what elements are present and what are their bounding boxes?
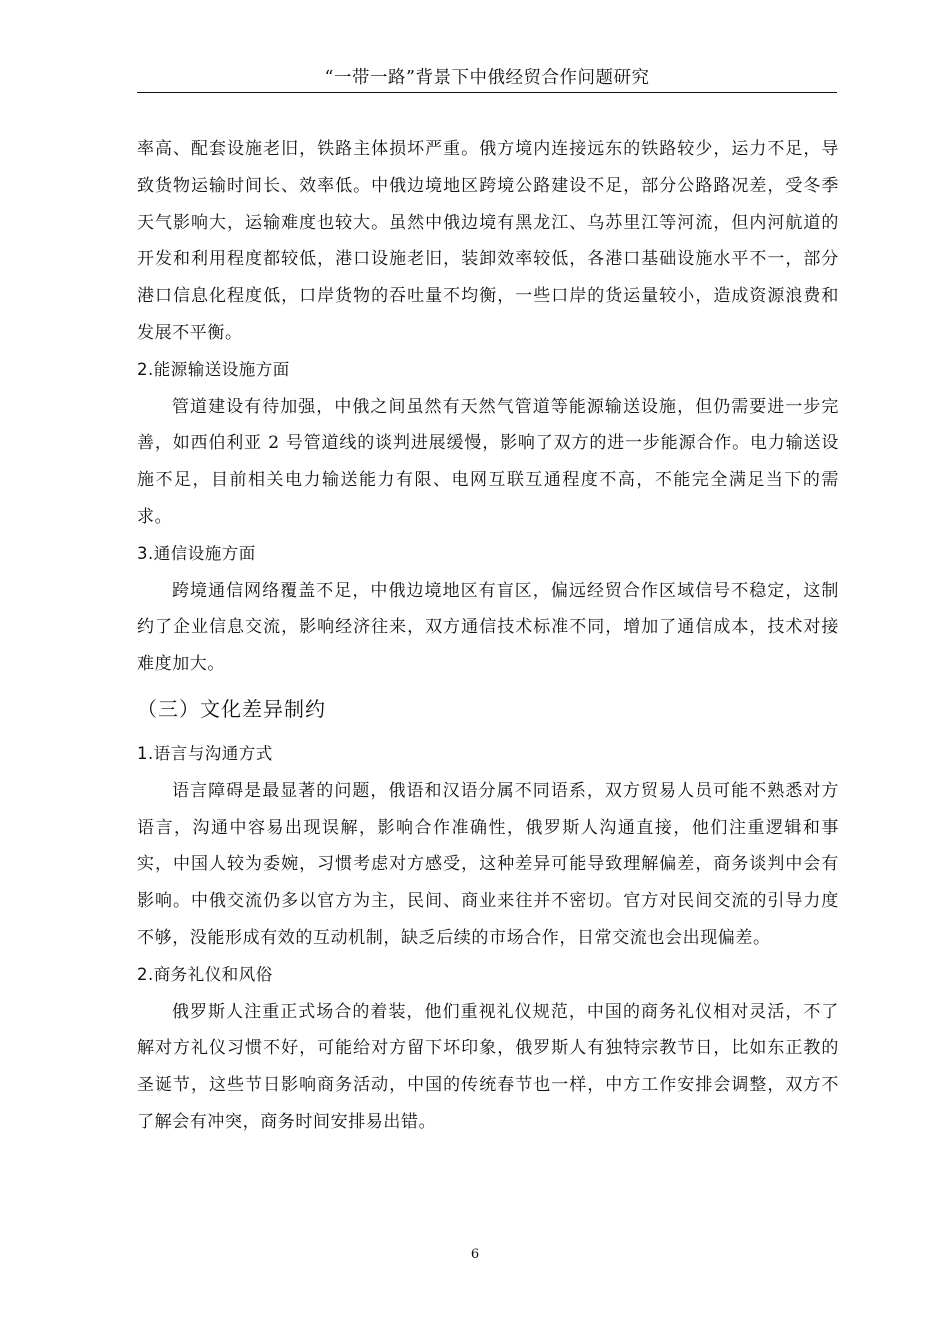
subheading-etiquette: 2.商务礼仪和风俗 bbox=[137, 964, 273, 984]
paragraph-etiquette: 俄罗斯人注重正式场合的着装，他们重视礼仪规范，中国的商务礼仪相对灵活，不了解对方礼仪习惯不好，可能给对方留下坏印象，俄罗斯人有独特宗教节日，比如东正教的圣诞节，这些节日影响商务活动，中国的传统春节也一样，中方工作安排会调整，双方不了解会有冲突，商务时间安排易出错。 bbox=[137, 1001, 839, 1132]
paragraph-communication: 跨境通信网络覆盖不足，中俄边境地区有盲区，偏远经贸合作区域信号不稳定，这制约了企业信息交流，影响经济往来，双方通信技术标准不同，增加了通信成本，技术对接难度加大。 bbox=[137, 580, 839, 675]
paragraph-language: 语言障碍是最显著的问题，俄语和汉语分属不同语系，双方贸易人员可能不熟悉对方语言，沟通中容易出现误解，影响合作准确性，俄罗斯人沟通直接，他们注重逻辑和事实，中国人较为委婉，习惯考虑对方感受，这种差异可能导致理解偏差，商务谈判中会有影响。中俄交流仍多以官方为主，民间、商业来往并不密切。官方对民间交流的引导力度不够，没能形成有效的互动机制，缺乏后续的市场合作，日常交流也会出现偏差。 bbox=[137, 780, 839, 948]
running-header: “一带一路”背景下中俄经贸合作问题研究 bbox=[324, 68, 650, 88]
header-rule bbox=[137, 92, 837, 93]
subheading-communication: 3.通信设施方面 bbox=[137, 543, 256, 563]
paragraph-energy: 管道建设有待加强，中俄之间虽然有天然气管道等能源输送设施，但仍需要进一步完善，如西伯利亚 2 号管道线的谈判进展缓慢，影响了双方的进一步能源合作。电力输送设施不足，目前相关电力输送能力有限、电网互联互通程度不高，不能完全满足当下的需求。 bbox=[137, 396, 839, 527]
section-heading-culture: （三）文化差异制约 bbox=[137, 696, 326, 721]
subheading-language: 1.语言与沟通方式 bbox=[137, 743, 273, 763]
paragraph-transport: 率高、配套设施老旧，铁路主体损坏严重。俄方境内连接远东的铁路较少，运力不足，导致货物运输时间长、效率低。中俄边境地区跨境公路建设不足，部分公路路况差，受冬季天气影响大，运输难度也较大。虽然中俄边境有黑龙江、乌苏里江等河流，但内河航道的开发和利用程度都较低，港口设施老旧，装卸效率较低，各港口基础设施水平不一，部分港口信息化程度低，口岸货物的吞吐量不均衡，一些口岸的货运量较小，造成资源浪费和发展不平衡。 bbox=[137, 139, 839, 343]
body-text bbox=[137, 131, 839, 1141]
page-number: 6 bbox=[470, 1247, 480, 1262]
subheading-energy: 2.能源输送设施方面 bbox=[137, 359, 290, 379]
